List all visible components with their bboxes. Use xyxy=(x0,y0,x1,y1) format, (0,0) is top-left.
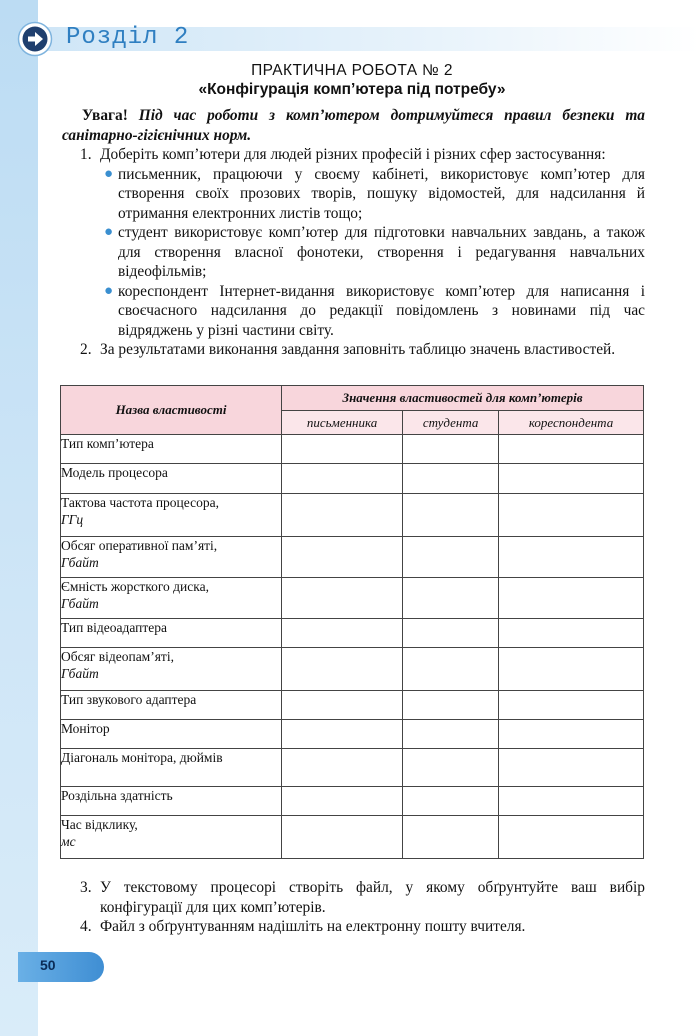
table-row xyxy=(61,619,644,648)
value-cell[interactable] xyxy=(403,749,499,787)
value-cell[interactable] xyxy=(282,816,403,859)
property-name-cell: Модель процесора xyxy=(61,464,282,494)
col-header-correspondent: кореспондента xyxy=(499,411,644,435)
value-cell[interactable] xyxy=(499,749,644,787)
table-row xyxy=(61,435,644,464)
table-row xyxy=(61,787,644,816)
page-subtitle: «Конфігурація комп’ютера під потребу» xyxy=(198,81,506,98)
bullet-dot-icon: ● xyxy=(104,282,114,299)
value-cell[interactable] xyxy=(282,648,403,691)
value-cell[interactable] xyxy=(282,787,403,816)
task-text: За результатами виконання завдання заповніть таблицю значень властивостей. xyxy=(100,341,616,358)
value-cell[interactable] xyxy=(499,720,644,749)
task-text: Доберіть комп’ютери для людей різних професій і різних сфер застосування: xyxy=(100,146,606,163)
table-row xyxy=(61,749,644,787)
value-cell[interactable] xyxy=(282,537,403,578)
warning-text: Під час роботи з комп’ютером дотримуйтеся правил безпеки та санітарно-гігієнічних норм. xyxy=(62,107,645,144)
task-2 xyxy=(62,340,645,360)
task-text: Файл з обґрунтуванням надішліть на електронну пошту вчителя. xyxy=(100,918,526,935)
section-label: Розділ 2 xyxy=(66,24,190,51)
arrow-right-icon xyxy=(17,21,53,57)
value-cell[interactable] xyxy=(403,787,499,816)
value-cell[interactable] xyxy=(499,578,644,619)
properties-table xyxy=(60,385,644,859)
bullet-item: ● письменник, працюючи у своєму кабінеті, використовує комп’ютер для створення своїх прозових творів, пошуку відомостей, для надсилання й отримання електронних листів тощо; xyxy=(104,165,645,222)
warning-paragraph xyxy=(62,106,645,145)
property-name-cell: Тип відеоадаптера xyxy=(61,619,282,648)
task-1-bullets xyxy=(62,165,645,341)
table-row xyxy=(61,494,644,537)
page-title: ПРАКТИЧНА РОБОТА № 2 xyxy=(251,62,453,79)
table-row xyxy=(61,578,644,619)
content xyxy=(62,106,645,360)
bullet-item: ● студент використовує комп’ютер для підготовки навчальних завдань, а також для створення власної фонотеки, створення і редагування навчальних відеофільмів; xyxy=(104,224,645,280)
value-cell[interactable] xyxy=(499,435,644,464)
bullet-list xyxy=(100,165,645,341)
table-row xyxy=(61,816,644,859)
task-number: 1. xyxy=(80,146,92,163)
property-name-cell: Тактова частота процесора, ГГц xyxy=(61,494,282,537)
task-4 xyxy=(62,917,645,937)
bullet-dot-icon: ● xyxy=(104,224,114,240)
value-cell[interactable] xyxy=(282,720,403,749)
value-cell[interactable] xyxy=(282,435,403,464)
value-cell[interactable] xyxy=(282,749,403,787)
col-header-group: Значення властивостей для комп’ютерів xyxy=(282,386,644,411)
side-band xyxy=(0,0,38,1036)
col-header-name: Назва властивості xyxy=(61,386,282,435)
property-name-cell: Монітор xyxy=(61,720,282,749)
property-name-cell: Ємність жорсткого диска, Гбайт xyxy=(61,578,282,619)
value-cell[interactable] xyxy=(403,578,499,619)
value-cell[interactable] xyxy=(282,494,403,537)
value-cell[interactable] xyxy=(499,787,644,816)
table-row xyxy=(61,691,644,720)
value-cell[interactable] xyxy=(282,619,403,648)
value-cell[interactable] xyxy=(403,691,499,720)
property-name-cell: Час відклику, мс xyxy=(61,816,282,859)
table-row xyxy=(61,648,644,691)
value-cell[interactable] xyxy=(403,720,499,749)
col-header-student: студента xyxy=(403,411,499,435)
task-number: 3. xyxy=(80,879,92,896)
value-cell[interactable] xyxy=(282,464,403,494)
task-number: 2. xyxy=(80,341,92,358)
value-cell[interactable] xyxy=(282,691,403,720)
property-name-cell: Роздільна здатність xyxy=(61,787,282,816)
value-cell[interactable] xyxy=(403,816,499,859)
value-cell[interactable] xyxy=(282,578,403,619)
value-cell[interactable] xyxy=(403,494,499,537)
value-cell[interactable] xyxy=(499,464,644,494)
page-number: 50 xyxy=(40,957,56,973)
warning-label: Увага! xyxy=(82,107,128,124)
value-cell[interactable] xyxy=(499,816,644,859)
table-row xyxy=(61,720,644,749)
task-text: У текстовому процесорі створіть файл, у якому обґрунтуйте ваш вибір конфігурації для цих комп’ютерів. xyxy=(100,879,645,916)
value-cell[interactable] xyxy=(403,435,499,464)
value-cell[interactable] xyxy=(403,464,499,494)
value-cell[interactable] xyxy=(499,648,644,691)
value-cell[interactable] xyxy=(499,537,644,578)
table-row xyxy=(61,537,644,578)
value-cell[interactable] xyxy=(403,619,499,648)
task-1 xyxy=(62,145,645,165)
value-cell[interactable] xyxy=(499,494,644,537)
property-name-cell: Обсяг відеопам’яті, Гбайт xyxy=(61,648,282,691)
page-number-tab xyxy=(18,952,104,982)
bottom-tasks xyxy=(62,878,645,937)
property-name-cell: Тип комп’ютера xyxy=(61,435,282,464)
property-name-cell: Обсяг оперативної пам’яті, Гбайт xyxy=(61,537,282,578)
value-cell[interactable] xyxy=(403,648,499,691)
property-name-cell: Діагональ монітора, дюймів xyxy=(61,749,282,787)
value-cell[interactable] xyxy=(403,537,499,578)
table-row xyxy=(61,464,644,494)
bullet-dot-icon: ● xyxy=(104,165,114,182)
title-block xyxy=(60,62,644,99)
value-cell[interactable] xyxy=(499,691,644,720)
bullet-item: ● кореспондент Інтернет-видання використовує комп’ютер для написання і своєчасного надсилання до редакції повідомлень з новинами під час відряджень у різні частини світу. xyxy=(104,282,645,339)
col-header-writer: письменника xyxy=(282,411,403,435)
task-number: 4. xyxy=(80,918,92,935)
task-3 xyxy=(62,878,645,917)
property-name-cell: Тип звукового адаптера xyxy=(61,691,282,720)
value-cell[interactable] xyxy=(499,619,644,648)
